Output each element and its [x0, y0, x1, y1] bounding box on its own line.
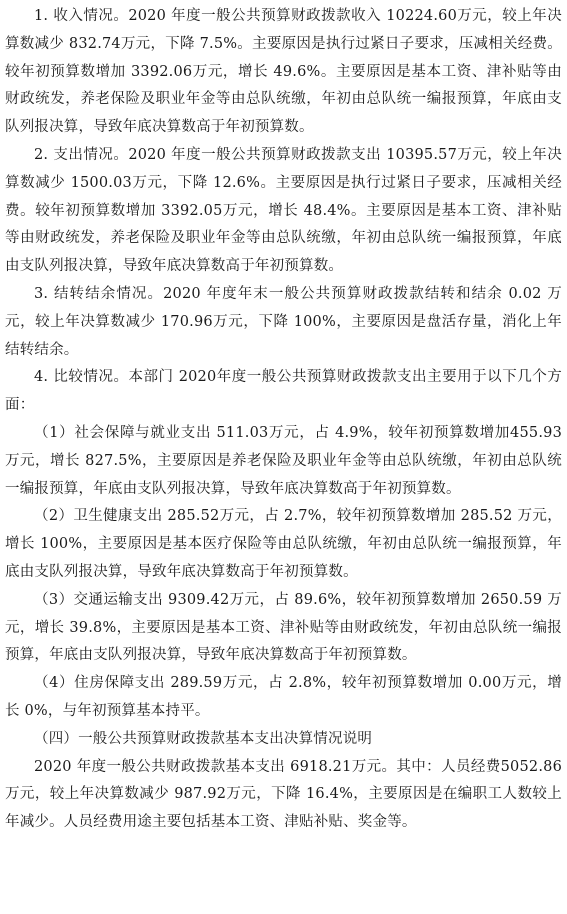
paragraph-social-security: （1）社会保障与就业支出 511.03万元，占 4.9%，较年初预算数增加455.93万元，增长 827.5%，主要原因是养老保险及职业年金等由总队统缴，年初由总队统一编报预算，年底由支队列报决算，导致年底决算数高于年初预算数。 [5, 424, 562, 497]
paragraph-carryover: 3. 结转结余情况。2020 年度年末一般公共预算财政拨款结转和结余 0.02 万元，较上年决算数减少 170.96万元，下降 100%，主要原因是盘活存量，消化上年结转结余。 [5, 285, 562, 358]
section-heading-basic-expenditure: （四）一般公共预算财政拨款基本支出决算情况说明 [34, 730, 373, 747]
paragraph-transport: （3）交通运输支出 9309.42万元，占 89.6%，较年初预算数增加 2650.59 万元，增长 39.8%，主要原因是基本工资、津补贴等由财政统发，年初由总队统一编报预算，年底由支队列报决算，导致年底决算数高于年初预算数。 [5, 591, 562, 664]
paragraph-basic-expenditure: 2020 年度一般公共财政拨款基本支出 6918.21万元。其中：人员经费5052.86万元，较上年决算数减少 987.92万元，下降 16.4%，主要原因是在编职工人数较上年减少。人员经费用途主要包括基本工资、津贴补贴、奖金等。 [5, 758, 562, 831]
paragraph-expenditure: 2. 支出情况。2020 年度一般公共预算财政拨款支出 10395.57万元，较上年决算数减少 1500.03万元，下降 12.6%。主要原因是执行过紧日子要求，压减相关经费。较年初预算数增加 3392.05万元，增长 48.4%。主要原因是基本工资、津补贴等由财政统发，养老保险及职业年金等由总队统缴，年初由总队统一编报预算，年底由支队列报决算，导致年底决算数高于年初预算数。 [5, 146, 562, 275]
paragraph-comparison: 4. 比较情况。本部门 2020年度一般公共预算财政拨款支出主要用于以下几个方面： [5, 369, 562, 414]
document-body [5, 3, 562, 837]
paragraph-health: （2）卫生健康支出 285.52万元，占 2.7%，较年初预算数增加 285.52 万元，增长 100%，主要原因是基本医疗保险等由总队统缴，年初由总队统一编报预算，年底由支队列报决算，导致年底决算数高于年初预算数。 [5, 508, 562, 580]
paragraph-housing: （4）住房保障支出 289.59万元，占 2.8%，较年初预算数增加 0.00万元，增长 0%，与年初预算基本持平。 [5, 675, 562, 719]
paragraph-income: 1. 收入情况。2020 年度一般公共预算财政拨款收入 10224.60万元，较上年决算数减少 832.74万元，下降 7.5%。主要原因是执行过紧日子要求，压减相关经费。较年初预算数增加 3392.06万元，增长 49.6%。主要原因是基本工资、津补贴等由财政统发，养老保险及职业年金等由总队统缴，年初由总队统一编报预算，年底由支队列报决算，导致年底决算数高于年初预算数。 [5, 8, 562, 136]
